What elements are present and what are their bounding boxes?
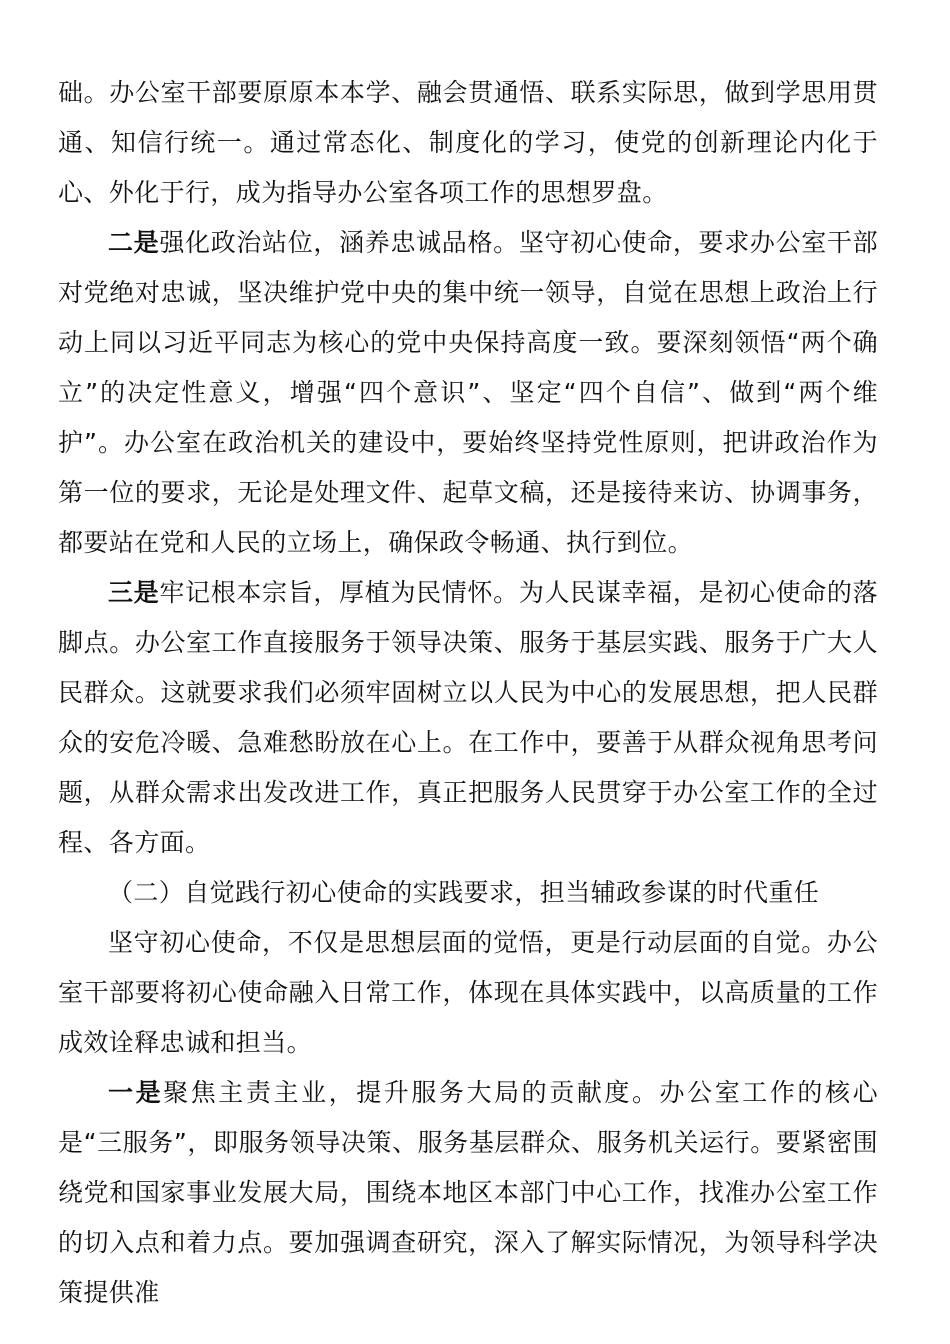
paragraph-section-intro [58, 918, 878, 1068]
paragraph-text: 坚守初心使命，不仅是思想层面的觉悟，更是行动层面的自觉。办公室干部要将初心使命融入日常工作，体现在具体实践中，以高质量的工作成效诠释忠诚和担当。 [58, 928, 878, 1057]
paragraph-text: 础。办公室干部要原原本本学、融会贯通悟、联系实际思，做到学思用贯通、知信行统一。通过常态化、制度化的学习，使党的创新理论内化于心、外化于行，成为指导办公室各项工作的思想罗盘。 [58, 78, 878, 207]
paragraph-text: 牢记根本宗旨，厚植为民情怀。为人民谋幸福，是初心使命的落脚点。办公室工作直接服务于领导决策、服务于基层实践、服务于广大人民群众。这就要求我们必须牢固树立以人民为中心的发展思想，把人民群众的安危冷暖、急难愁盼放在心上。在工作中，要善于从群众视角思考问题，从群众需求出发改进工作，真正把服务人民贯穿于办公室工作的全过程、各方面。 [58, 578, 878, 857]
section-heading-text: （二）自觉践行初心使命的实践要求，担当辅政参谋的时代重任 [108, 878, 820, 907]
paragraph-lead: 三是 [108, 578, 160, 607]
paragraph-lead: 二是 [108, 228, 160, 257]
paragraph-point-two [58, 218, 878, 568]
paragraph-lead: 一是 [108, 1078, 164, 1107]
document-body [58, 68, 878, 1318]
paragraph-text: 强化政治站位，涵养忠诚品格。坚守初心使命，要求办公室干部对党绝对忠诚，坚决维护党中央的集中统一领导，自觉在思想上政治上行动上同以习近平同志为核心的党中央保持高度一致。要深刻领悟“两个确立”的决定性意义，增强“四个意识”、坚定“四个自信”、做到“两个维护”。办公室在政治机关的建设中，要始终坚持党性原则，把讲政治作为第一位的要求，无论是处理文件、起草文稿，还是接待来访、协调事务，都要站在党和人民的立场上，确保政令畅通、执行到位。 [58, 228, 878, 557]
section-heading [58, 868, 878, 918]
paragraph-point-three [58, 568, 878, 868]
paragraph-continuation [58, 68, 878, 218]
paragraph-text: 聚焦主责主业，提升服务大局的贡献度。办公室工作的核心是“三服务”，即服务领导决策、服务基层群众、服务机关运行。要紧密围绕党和国家事业发展大局，围绕本地区本部门中心工作，找准办公室工作的切入点和着力点。要加强调查研究，深入了解实际情况，为领导科学决策提供准 [58, 1078, 878, 1307]
paragraph-point-one [58, 1068, 878, 1318]
